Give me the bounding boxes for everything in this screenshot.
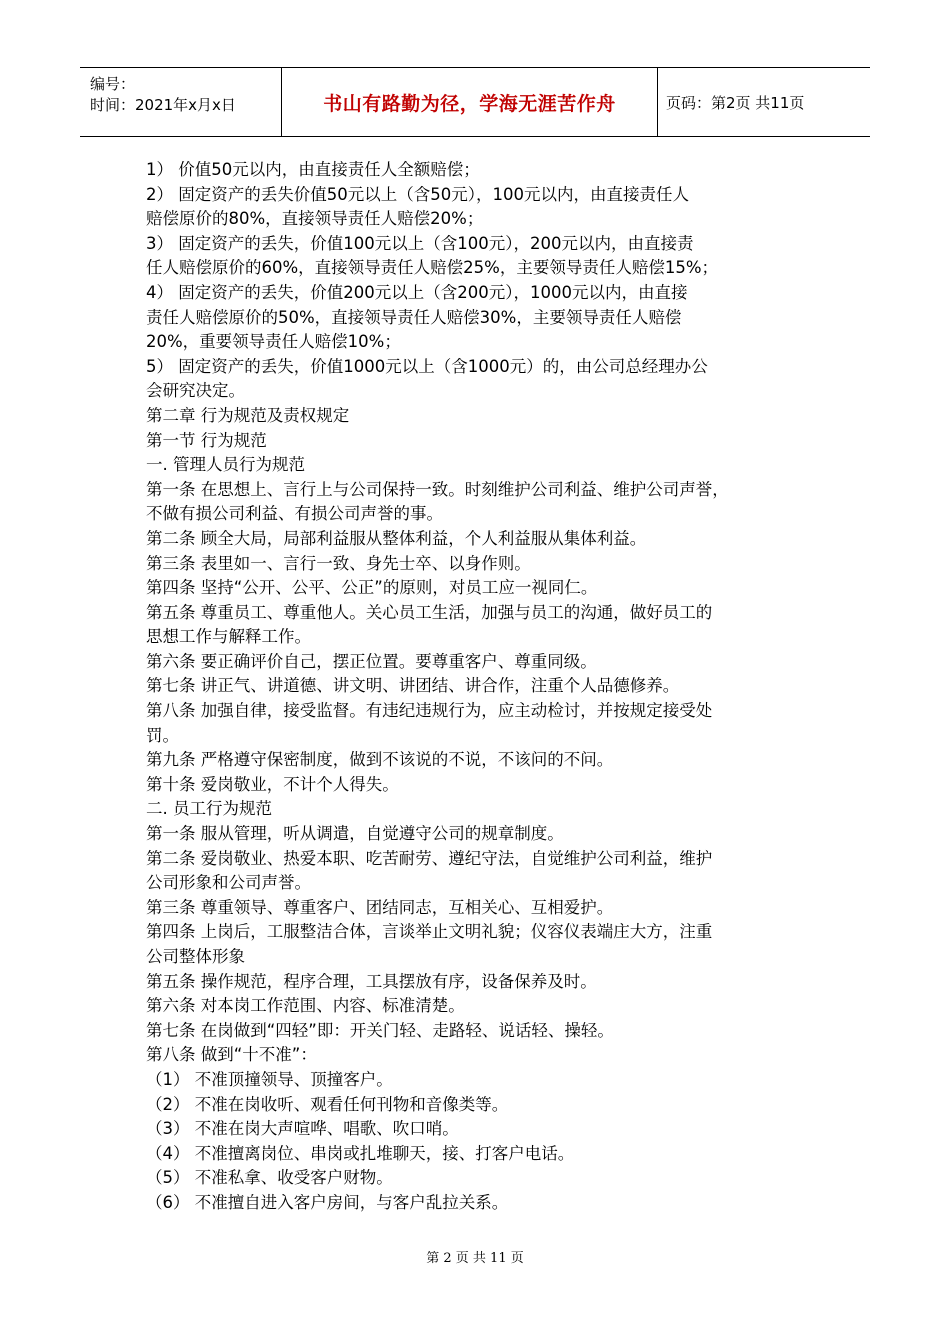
text-line: 第五条 尊重员工、尊重他人。关心员工生活，加强与员工的沟通，做好员工的 xyxy=(146,602,713,622)
text-line: （2） 不准在岗收听、观看任何刊物和音像类等。 xyxy=(146,1094,509,1114)
text-line: （4） 不准擅离岗位、串岗或扎堆聊天，接、打客户电话。 xyxy=(146,1143,575,1163)
text-line: 第七条 在岗做到“四轻”即：开关门轻、走路轻、说话轻、操轻。 xyxy=(146,1020,614,1040)
header-motto: 书山有路勤为径，学海无涯苦作舟 xyxy=(282,68,658,136)
text-line: （6） 不准擅自进入客户房间，与客户乱拉关系。 xyxy=(146,1192,509,1212)
document-body xyxy=(146,158,811,1216)
text-line: 第一节 行为规范 xyxy=(146,430,267,450)
text-line: 任人赔偿原价的60%，直接领导责任人赔偿25%，主要领导责任人赔偿15%； xyxy=(146,258,719,278)
text-line: 20%，重要领导责任人赔偿10%； xyxy=(146,332,401,352)
page-header xyxy=(80,67,870,137)
text-line: 1） 价值50元以内，由直接责任人全额赔偿； xyxy=(146,160,480,179)
text-line: （3） 不准在岗大声喧哗、唱歌、吹口哨。 xyxy=(146,1119,459,1139)
text-line: 会研究决定。 xyxy=(146,381,245,401)
page-footer: 第 2 页 共 11 页 xyxy=(426,1251,524,1266)
text-line: （1） 不准顶撞领导、顶撞客户。 xyxy=(146,1069,393,1089)
text-line: 2） 固定资产的丢失价值50元以上（含50元），100元以内，由直接责任人 xyxy=(146,184,689,204)
text-line: 不做有损公司利益、有损公司声誉的事。 xyxy=(146,504,443,524)
text-line: 赔偿原价的80%，直接领导责任人赔偿20%； xyxy=(146,209,484,229)
text-line: 第一条 在思想上、言行上与公司保持一致。时刻维护公司利益、维护公司声誉， xyxy=(146,479,729,499)
text-line: 罚。 xyxy=(146,725,179,745)
text-line: 第十条 爱岗敬业，不计个人得失。 xyxy=(146,774,399,794)
text-line: 第五条 操作规范，程序合理，工具摆放有序，设备保养及时。 xyxy=(146,971,597,991)
text-line: 责任人赔偿原价的50%，直接领导责任人赔偿30%，主要领导责任人赔偿 xyxy=(146,307,682,327)
text-line: 第七条 讲正气、讲道德、讲文明、讲团结、讲合作，注重个人品德修养。 xyxy=(146,676,680,696)
text-line: 公司整体形象 xyxy=(146,947,245,966)
text-line: 第八条 做到“十不准”： xyxy=(146,1045,317,1065)
text-line: 第九条 严格遵守保密制度，做到不该说的不说，不该问的不问。 xyxy=(146,750,614,770)
header-page-info: 页码：第2页 共11页 xyxy=(666,93,805,112)
text-line: 一. 管理人员行为规范 xyxy=(146,455,305,475)
text-line: 5） 固定资产的丢失，价值1000元以上（含1000元）的，由公司总经理办公 xyxy=(146,356,708,376)
text-line: 第一条 服从管理，听从调遣，自觉遵守公司的规章制度。 xyxy=(146,824,564,844)
text-line: 思想工作与解释工作。 xyxy=(146,627,311,647)
text-line: 第二条 顾全大局，局部利益服从整体利益，个人利益服从集体利益。 xyxy=(146,528,647,548)
text-line: 公司形象和公司声誉。 xyxy=(146,873,311,893)
text-line: 第四条 坚持“公开、公平、公正”的原则，对员工应一视同仁。 xyxy=(146,578,598,598)
text-line: 二. 员工行为规范 xyxy=(146,799,272,819)
document-number-label: 编号： xyxy=(90,75,136,93)
text-line: 第八条 加强自律，接受监督。有违纪违规行为，应主动检讨，并按规定接受处 xyxy=(146,701,713,721)
text-line: 第三条 表里如一、言行一致、身先士卒、以身作则。 xyxy=(146,553,531,573)
text-line: 4） 固定资产的丢失，价值200元以上（含200元），1000元以内，由直接 xyxy=(146,282,688,302)
text-line: 第六条 对本岗工作范围、内容、标准清楚。 xyxy=(146,996,465,1016)
header-info-cell xyxy=(80,68,282,136)
text-line: （5） 不准私拿、收受客户财物。 xyxy=(146,1168,393,1188)
text-line: 3） 固定资产的丢失，价值100元以上（含100元），200元以内，由直接责 xyxy=(146,233,694,253)
text-line: 第六条 要正确评价自己，摆正位置。要尊重客户、尊重同级。 xyxy=(146,651,597,671)
text-line: 第二条 爱岗敬业、热爱本职、吃苦耐劳、遵纪守法，自觉维护公司利益，维护 xyxy=(146,848,713,868)
text-line: 第二章 行为规范及责权规定 xyxy=(146,405,350,425)
text-line: 第四条 上岗后，工服整洁合体，言谈举止文明礼貌；仪容仪表端庄大方，注重 xyxy=(146,922,713,942)
text-line: 第三条 尊重领导、尊重客户、团结同志，互相关心、互相爱护。 xyxy=(146,897,614,917)
document-date: 时间：2021年x月x日 xyxy=(90,96,236,114)
